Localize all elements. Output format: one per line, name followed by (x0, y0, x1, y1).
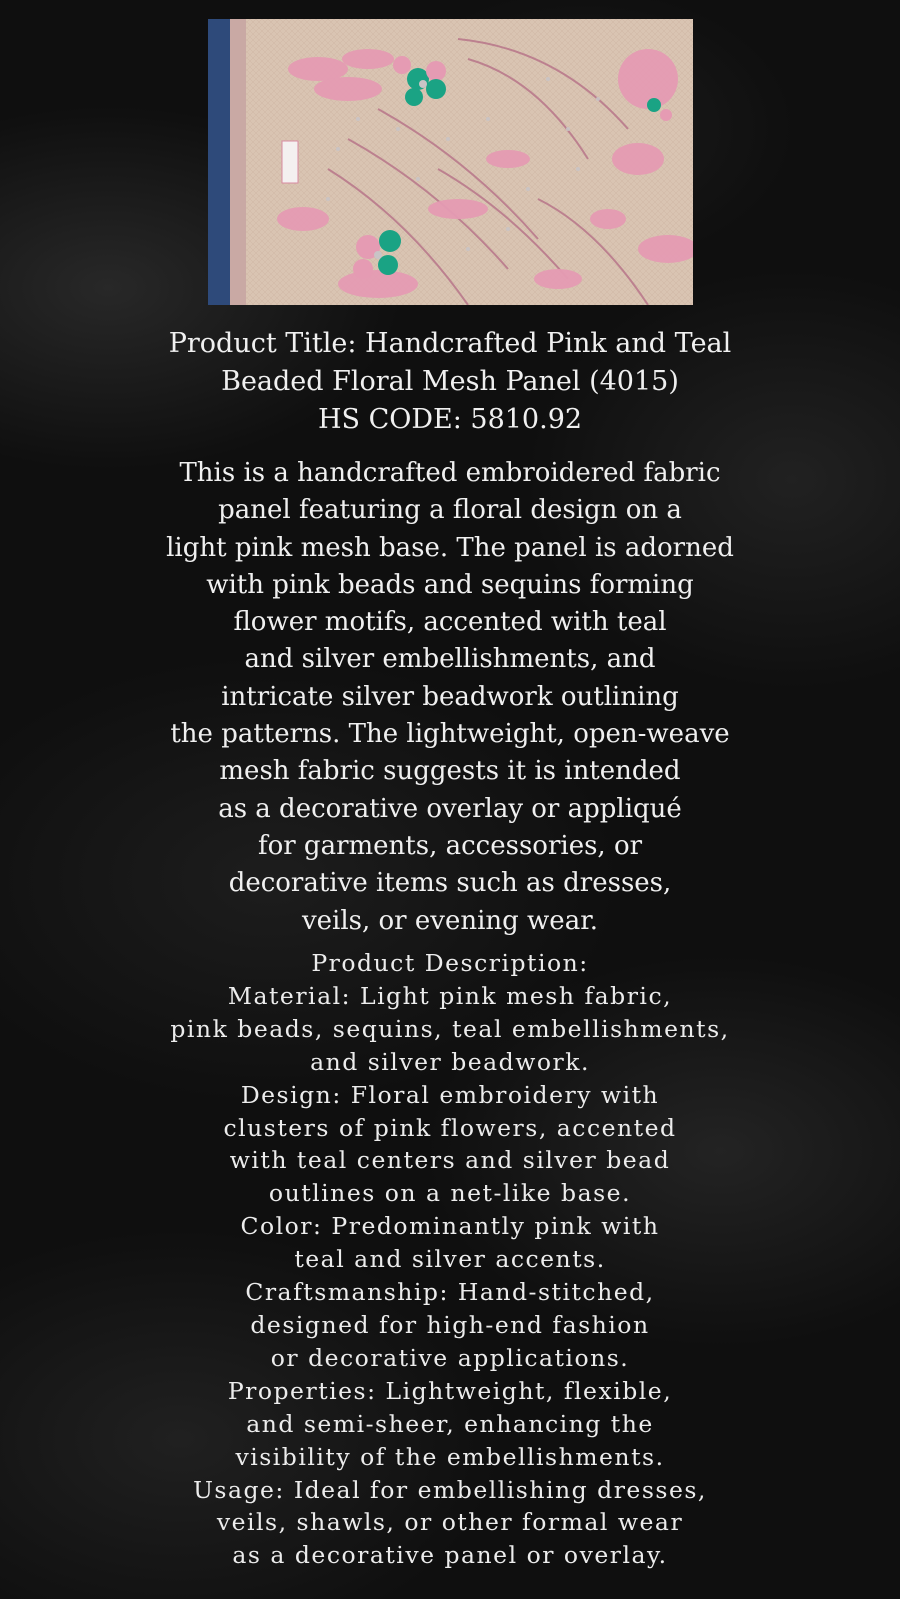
intro-paragraph (60, 455, 840, 940)
product-tag (282, 141, 298, 183)
product-title-line: Beaded Floral Mesh Panel (4015) (221, 366, 679, 397)
intro-line: and silver embellishments, and (244, 644, 656, 675)
intro-line: for garments, accessories, or (257, 830, 643, 861)
product-title-block (60, 325, 840, 439)
spec-line: Color: Predominantly pink with (240, 1212, 660, 1241)
intro-line: with pink beads and sequins forming (206, 569, 694, 600)
spec-line: pink beads, sequins, teal embellishments, (170, 1014, 730, 1043)
intro-line: flower motifs, accented with teal (233, 607, 667, 638)
hs-code: HS CODE: 5810.92 (317, 404, 583, 435)
product-title-line: Product Title: Handcrafted Pink and Teal (168, 328, 732, 359)
intro-line: panel featuring a floral design on a (218, 495, 682, 526)
product-image (208, 19, 693, 305)
intro-line: as a decorative overlay or appliqué (218, 793, 682, 824)
spec-line: as a decorative panel or overlay. (232, 1541, 668, 1570)
spec-line: and semi-sheer, enhancing the (246, 1409, 654, 1438)
spec-line: with teal centers and silver bead (229, 1146, 671, 1175)
spec-line: visibility of the embellishments. (235, 1442, 665, 1471)
embroidered-panel-illustration (208, 19, 693, 305)
spec-line: Design: Floral embroidery with (240, 1080, 660, 1109)
spec-line: teal and silver accents. (294, 1245, 606, 1274)
intro-line: decorative items such as dresses, (228, 868, 672, 899)
spec-line: Properties: Lightweight, flexible, (227, 1376, 673, 1405)
spec-line: designed for high-end fashion (250, 1310, 650, 1339)
spec-line: or decorative applications. (270, 1343, 630, 1372)
intro-line: intricate silver beadwork outlining (221, 681, 679, 712)
spec-line: Craftsmanship: Hand-stitched, (245, 1278, 655, 1307)
intro-line: light pink mesh base. The panel is adorned (166, 532, 734, 563)
spec-heading: Product Description: (311, 949, 589, 977)
intro-line: the patterns. The lightweight, open-weave (170, 719, 730, 750)
intro-line: veils, or evening wear. (301, 905, 599, 936)
intro-line: This is a handcrafted embroidered fabric (179, 458, 721, 488)
spec-line: and silver beadwork. (310, 1047, 590, 1076)
spec-line: outlines on a net-like base. (268, 1179, 632, 1208)
spec-line: clusters of pink flowers, accented (223, 1113, 677, 1142)
product-description-specs (40, 947, 860, 1572)
intro-line: mesh fabric suggests it is intended (219, 756, 681, 787)
spec-line: Material: Light pink mesh fabric, (227, 981, 673, 1010)
spec-line: Usage: Ideal for embellishing dresses, (193, 1475, 707, 1504)
spec-line: veils, shawls, or other formal wear (216, 1508, 684, 1537)
backdrop-strip (208, 19, 230, 305)
